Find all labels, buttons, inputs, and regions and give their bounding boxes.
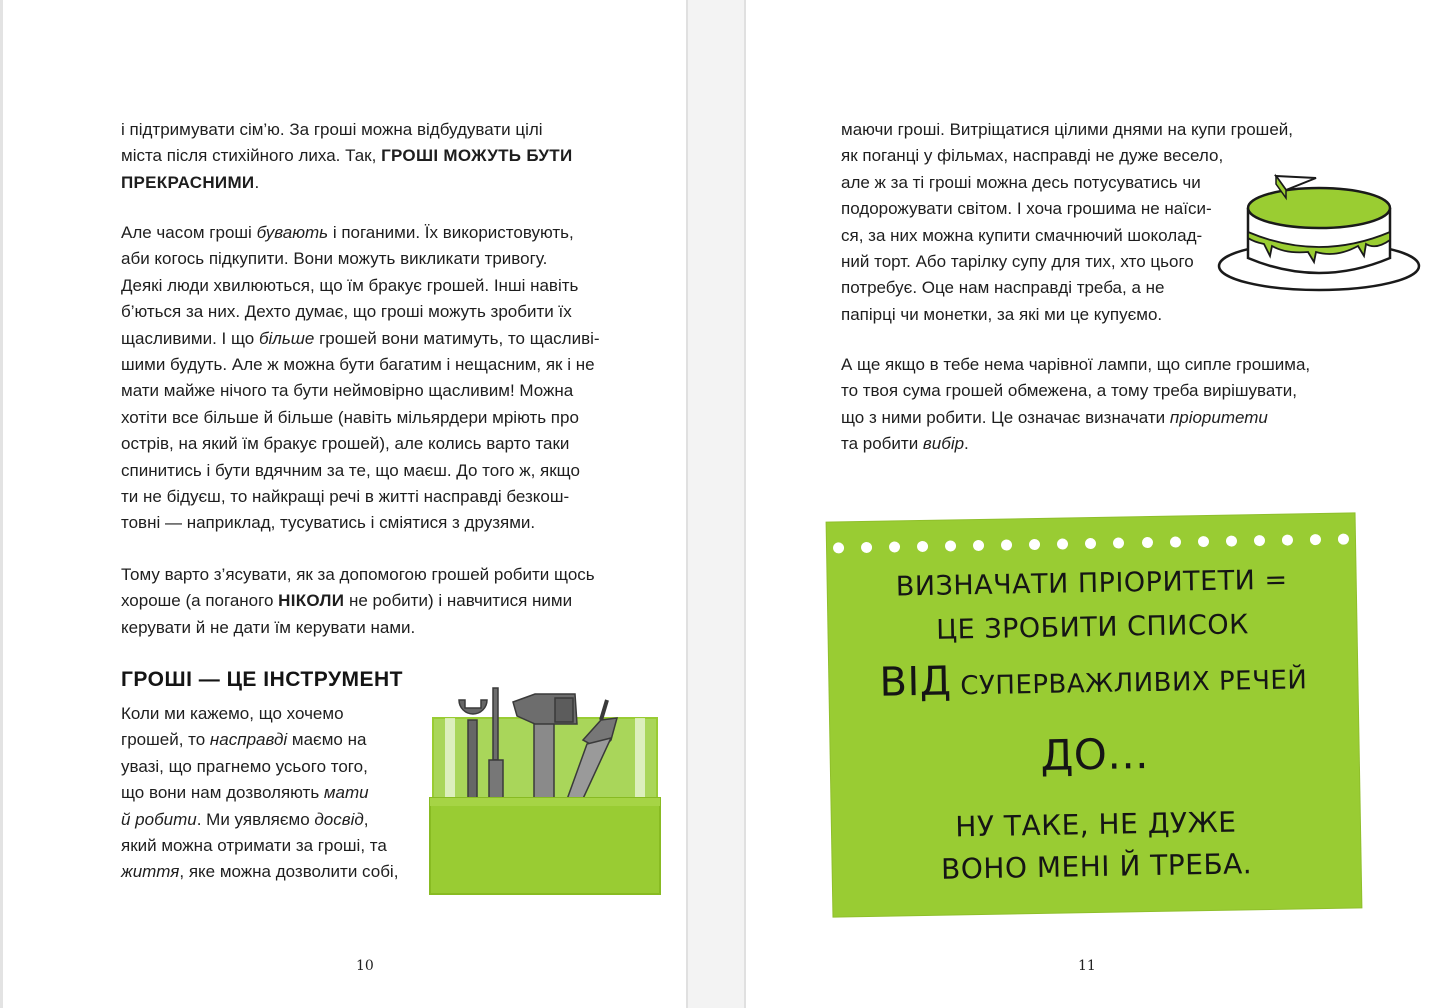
note-hole [833, 542, 844, 553]
text-line: що вони нам дозволяють мати [121, 783, 369, 803]
text-line: керувати й не дати їм керувати нами. [121, 617, 416, 637]
text-line: б’ються за них. Дехто думає, що гроші можуть зробити їх [121, 302, 572, 322]
text-line: ПРЕКРАСНИМИ. [121, 172, 260, 192]
note-hole [1085, 538, 1096, 549]
note-hole [1310, 534, 1321, 545]
text-line: щасливими. І що більше грошей вони матимуть, то щасливі- [121, 328, 600, 348]
text-line: але ж за ті гроші можна десь потусуватись чи [841, 172, 1201, 192]
text-line: увазі, що прагнемо усього того, [121, 756, 368, 776]
text-line: міста після стихійного лиха. Так, ГРОШІ МОЖУТЬ БУТИ [121, 146, 573, 166]
page-number: 10 [356, 958, 374, 974]
note-hole [1198, 536, 1209, 547]
note-hole [1169, 536, 1180, 547]
text-line: і підтримувати сім’ю. За гроші можна відбудувати цілі [121, 120, 543, 139]
text-line: який можна отримати за гроші, та [121, 836, 387, 856]
text-line: потребує. Оце нам насправді треба, а не [841, 278, 1165, 298]
text-line: аби когось підкупити. Вони можуть викликати тривогу. [121, 249, 548, 269]
note-line: НУ ТАКЕ, НЕ ДУЖЕ [955, 805, 1237, 844]
text-line: спинитись і бути вдячним за те, що маєш. До того ж, якщо [121, 460, 580, 480]
emphasis-caps: ГРОШІ МОЖУТЬ БУТИ [381, 146, 573, 166]
note-perforation [833, 534, 1349, 554]
cake-icon [1216, 166, 1426, 296]
note-hole [1057, 538, 1068, 549]
left-paragraph-1 [121, 117, 621, 196]
note-hole [889, 541, 900, 552]
page-number: 11 [1078, 958, 1096, 974]
toolbox-icon [425, 680, 665, 895]
text-line: А ще якщо в тебе нема чарівної лампи, що сипле грошима, [841, 355, 1311, 374]
note-hole [1226, 535, 1237, 546]
text-line: папірці чи монетки, за які ми це купуємо. [841, 304, 1163, 324]
text-line: Деякі люди хвилюються, що їм бракує грошей. Інші навіть [121, 275, 579, 295]
text-line: острів, на який їм бракує грошей), але колись варто таки [121, 434, 570, 454]
text-line: ся, за них можна купити смачнючий шоколад- [841, 225, 1203, 245]
left-page [0, 0, 686, 1008]
left-paragraph-4 [121, 701, 421, 886]
text-line: що з ними робити. Це означає визначати пріоритети [841, 407, 1268, 427]
text-line: й робити. Ми уявляємо досвід, [121, 809, 369, 829]
left-paragraph-3 [121, 562, 641, 641]
text-line: подорожувати світом. І хоча грошима не наїси- [841, 199, 1212, 219]
note-line: ДО... [1040, 729, 1150, 780]
text-line: то твоя сума грошей обмежена, а тому треба вирішувати, [841, 381, 1297, 401]
text-line: грошей, то насправді маємо на [121, 730, 367, 750]
note-big-word: ВІД [879, 658, 952, 706]
text-line: та робити вибір. [841, 434, 969, 454]
note-hole [1029, 539, 1040, 550]
book-spine-gutter [686, 0, 746, 1008]
note-hole [1254, 535, 1265, 546]
priorities-note-card [827, 513, 1362, 916]
note-hole [861, 542, 872, 553]
note-hole [1338, 534, 1349, 545]
text-line: маючи гроші. Витріщатися цілими днями на купи грошей, [841, 120, 1293, 139]
note-hole [945, 540, 956, 551]
emphasis-caps: НІКОЛИ [278, 591, 345, 611]
left-paragraph-2 [121, 220, 641, 537]
note-hole [1001, 539, 1012, 550]
text-line: Тому варто з’ясувати, як за допомогою грошей робити щось [121, 565, 595, 584]
right-paragraph-2 [841, 352, 1341, 458]
text-line: як поганці у фільмах, насправді не дуже весело, [841, 146, 1224, 166]
text-line: ти не бідуєш, то найкращі речі в житті насправді безкош- [121, 487, 570, 507]
note-hole [1141, 537, 1152, 548]
text-line: шими будуть. Але ж можна бути багатим і нещасним, як і не [121, 355, 595, 375]
text-line: мати майже нічого та бути неймовірно щасливим! Можна [121, 381, 574, 401]
text-line: Але часом гроші бувають і поганими. Їх використовують, [121, 223, 574, 242]
text-line: ний торт. Або тарілку супу для тих, хто цього [841, 252, 1194, 272]
text-line: Коли ми кажемо, що хочемо [121, 704, 344, 723]
note-line: ВИЗНАЧАТИ ПРІОРИТЕТИ = [895, 564, 1288, 603]
note-hole [1282, 535, 1293, 546]
text-line: товні — наприклад, тусуватись і сміятися з друзями. [121, 513, 536, 533]
note-hole [973, 540, 984, 551]
note-line: ВІД СУПЕРВАЖЛИВИХ РЕЧЕЙ [879, 658, 1308, 706]
note-line: ВОНО МЕНІ Й ТРЕБА. [940, 847, 1253, 886]
note-line: ЦЕ ЗРОБИТИ СПИСОК [935, 609, 1250, 646]
text-line: життя, яке можна дозволити собі, [121, 862, 399, 882]
note-hole [1113, 537, 1124, 548]
text-line: хотіти все більше й більше (навіть мільярдери мріють про [121, 407, 579, 427]
right-page [746, 0, 1440, 1008]
text-line: хороше (а поганого НІКОЛИ не робити) і навчитися ними [121, 591, 573, 611]
section-heading: ГРОШІ — ЦЕ ІНСТРУМЕНТ [121, 668, 404, 691]
note-hole [917, 541, 928, 552]
emphasis-caps: ПРЕКРАСНИМИ [121, 172, 255, 192]
